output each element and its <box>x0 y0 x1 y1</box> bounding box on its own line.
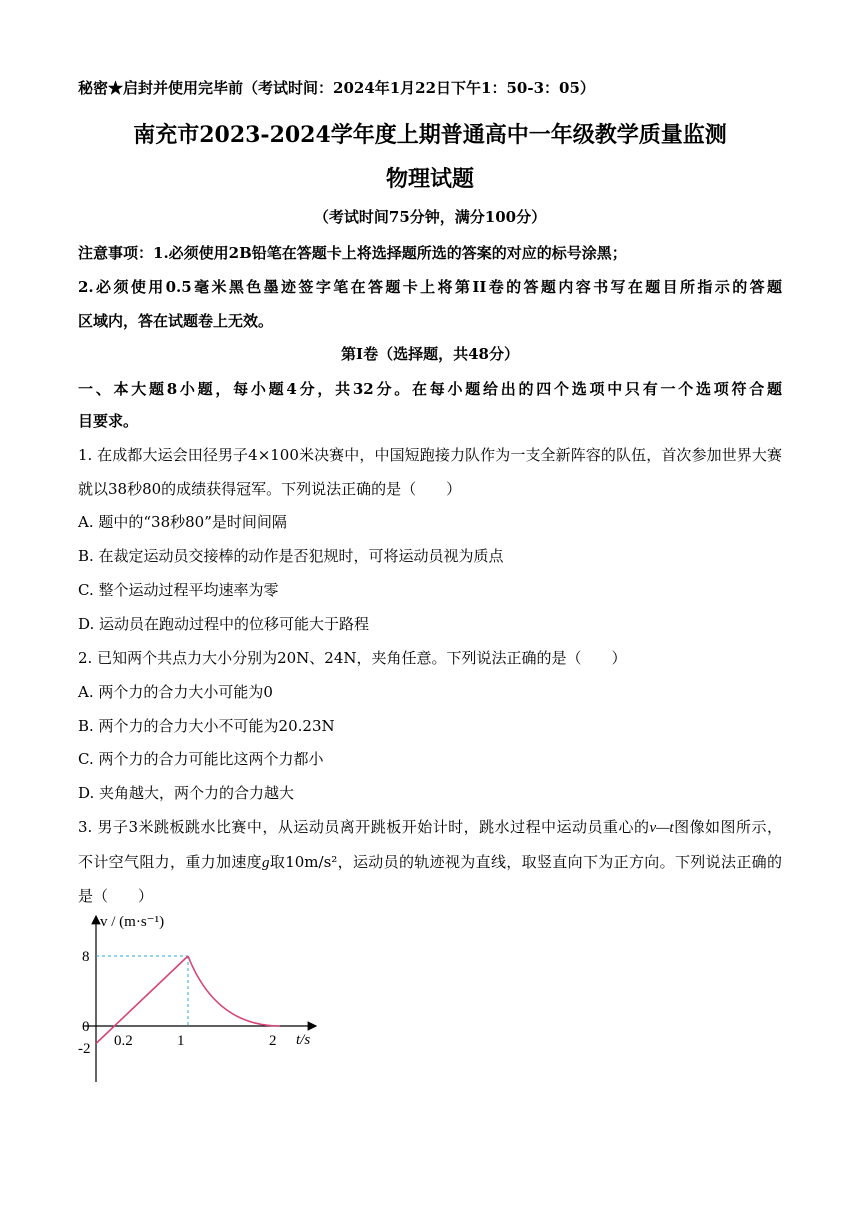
part1-instruction-b: 目要求。 <box>78 412 139 430</box>
q1-stem-a: 1. 在成都大运会田径男子4×100米决赛中，中国短跑接力队作为一支全新阵容的队伍，首次参加世界大赛 <box>78 446 782 464</box>
notes-line-2b: 区域内，答在试题卷上无效。 <box>78 312 274 330</box>
q2-option-a: A. 两个力的合力大小可能为0 <box>78 683 273 701</box>
q2-option-b: B. 两个力的合力大小不可能为20.23N <box>78 717 335 735</box>
q1-option-a: A. 题中的“38秒80”是时间间隔 <box>78 513 287 531</box>
q1-option-d: D. 运动员在跑动过程中的位移可能大于路程 <box>78 615 370 633</box>
q3-stem-b-part2: 取10m/s²，运动员的轨迹视为直线，取竖直向下为正方向。下列说法正确的 <box>269 853 782 871</box>
page-title: 南充市2023-2024学年度上期普通高中一年级教学质量监测 <box>133 122 727 148</box>
q2-option-c: C. 两个力的合力可能比这两个力都小 <box>78 750 324 768</box>
notes-line-2a: 2.必须使用0.5毫米黑色墨迹签字笔在答题卡上将第II卷的答题内容书写在题目所指示的答题 <box>78 278 782 296</box>
q1-option-b: B. 在裁定运动员交接棒的动作是否犯规时，可将运动员视为质点 <box>78 547 504 565</box>
part1-instruction-a: 一、本大题8小题，每小题4分，共32分。在每小题给出的四个选项中只有一个选项符合题 <box>78 380 782 398</box>
y-tick-neg2: -2 <box>78 1041 91 1057</box>
vt-line-segment <box>96 956 188 1044</box>
q2-stem: 2. 已知两个共点力大小分别为20N、24N，夹角任意。下列说法正确的是（ ） <box>78 649 627 667</box>
x-tick-1: 1 <box>177 1033 185 1049</box>
vt-graph <box>76 910 326 1090</box>
q3-stem-a-part2: 图像如图所示， <box>673 818 782 836</box>
part1-heading: 第Ⅰ卷（选择题，共48分） <box>341 345 519 363</box>
q1-stem-b: 就以38秒80的成绩获得冠军。下列说法正确的是（ ） <box>78 480 462 498</box>
page-subtitle: 物理试题 <box>385 166 474 192</box>
q3-vt-variable: v—t <box>649 820 674 836</box>
y-tick-8: 8 <box>82 949 90 965</box>
x-tick-0-2: 0.2 <box>114 1033 133 1049</box>
x-tick-2: 2 <box>269 1033 277 1049</box>
exam-info: （考试时间75分钟，满分100分） <box>313 208 547 226</box>
notes-line-1: 注意事项：1.必须使用2B铅笔在答题卡上将选择题所选的答案的对应的标号涂黑； <box>78 244 627 262</box>
q2-option-d: D. 夹角越大，两个力的合力越大 <box>78 784 295 802</box>
q3-g-variable: g <box>262 855 270 871</box>
q3-stem-a <box>78 817 782 838</box>
q1-option-c: C. 整个运动过程平均速率为零 <box>78 581 279 599</box>
q3-stem-a-part1: 3. 男子3米跳板跳水比赛中，从运动员离开跳板开始计时，跳水过程中运动员重心的 <box>78 818 650 836</box>
q3-stem-b-part1: 不计空气阻力，重力加速度 <box>78 853 263 871</box>
q3-stem-c: 是（ ） <box>78 887 154 905</box>
vt-curve-segment <box>188 956 280 1026</box>
q3-stem-b <box>78 852 782 873</box>
y-tick-0: 0 <box>82 1019 90 1035</box>
y-axis-label: v / (m·s⁻¹) <box>100 914 165 930</box>
confidential-line: 秘密★启封并使用完毕前（考试时间：2024年1月22日下午1：50-3：05） <box>78 79 595 97</box>
x-axis-label: t/s <box>296 1032 311 1048</box>
